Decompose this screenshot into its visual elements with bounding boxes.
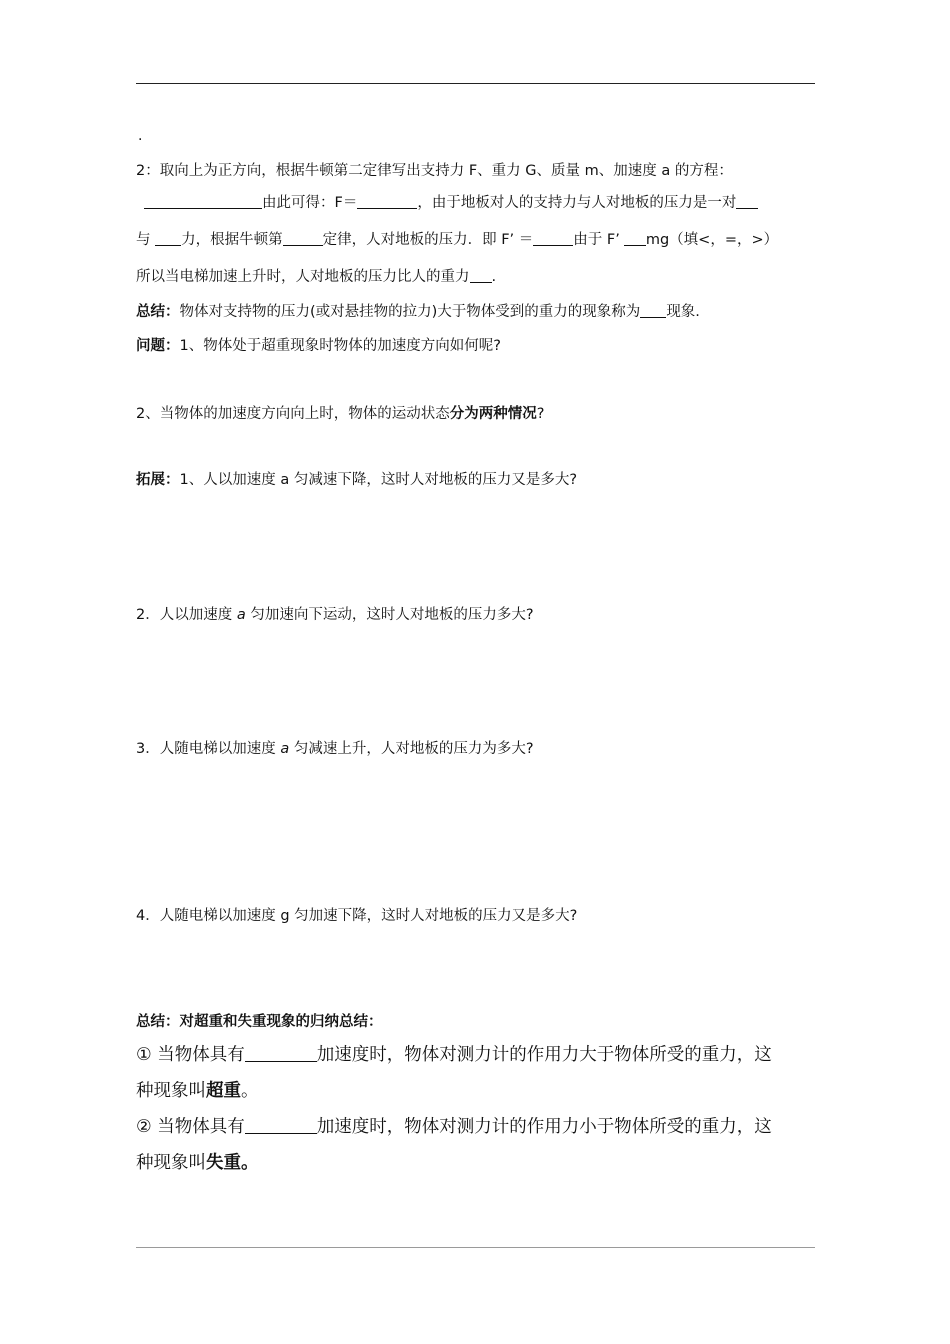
extension-3-var: a bbox=[280, 741, 290, 757]
answer-blank[interactable] bbox=[736, 194, 758, 209]
answer-blank[interactable] bbox=[470, 268, 492, 283]
extension-1 bbox=[136, 470, 577, 490]
question-2 bbox=[136, 404, 544, 424]
extension-3-text-b: 匀减速上升，人对地板的压力为多大? bbox=[289, 741, 534, 757]
q2-text-2a: 由此可得：F＝ bbox=[262, 195, 358, 211]
answer-blank[interactable] bbox=[155, 231, 181, 246]
q2-text-3b: 力，根据牛顿第 bbox=[181, 232, 283, 248]
answer-blank[interactable] bbox=[144, 194, 262, 209]
summary-2-p1-line-2 bbox=[136, 1079, 259, 1103]
summary-1-end: 现象. bbox=[666, 304, 700, 320]
q2-text-1: 2：取向上为正方向，根据牛顿第二定律写出支持力 F、重力 G、质量 m、加速度 a 的方程： bbox=[136, 163, 733, 179]
q2-text-2b: ，由于地板对人的支持力与人对地板的压力是一对 bbox=[417, 195, 737, 211]
q2-line-3 bbox=[136, 230, 778, 250]
summary-2-p1-bold: 超重 bbox=[206, 1081, 241, 1101]
answer-blank[interactable] bbox=[357, 194, 417, 209]
q2-text-4: 所以当电梯加速上升时，人对地板的压力比人的重力 bbox=[136, 269, 470, 285]
extension-1-text: 1、人以加速度 a 匀减速下降，这时人对地板的压力又是多大? bbox=[179, 472, 578, 488]
summary-2-p2-end: 。 bbox=[241, 1153, 259, 1173]
q2-text-4-end: . bbox=[491, 269, 497, 285]
summary-2-p2-a: ② 当物体具有 bbox=[136, 1117, 245, 1137]
summary-2-p2-b: 加速度时，物体对测力计的作用力小于物体所受的重力，这 bbox=[316, 1117, 772, 1137]
question-2-text-a: 2、当物体的加速度方向向上时，物体的运动状态 bbox=[136, 406, 450, 422]
q2-text-3a: 与 bbox=[136, 232, 156, 248]
summary-1-text: 物体对支持物的压力(或对悬挂物的拉力)大于物体受到的重力的现象称为 bbox=[179, 304, 641, 320]
summary-2-p1-line-1 bbox=[136, 1043, 772, 1067]
header-rule bbox=[136, 83, 815, 84]
extension-4-text: 4．人随电梯以加速度 g 匀加速下降，这时人对地板的压力又是多大? bbox=[136, 908, 578, 924]
question-label: 问题： bbox=[136, 338, 180, 354]
answer-blank[interactable] bbox=[245, 1117, 317, 1134]
extension-2 bbox=[136, 605, 534, 625]
summary-2-p1-c: 种现象叫 bbox=[136, 1081, 206, 1101]
answer-blank[interactable] bbox=[533, 231, 573, 246]
summary-2-title-text: 总结：对超重和失重现象的归纳总结： bbox=[136, 1014, 383, 1030]
question-1-text: 1、物体处于超重现象时物体的加速度方向如何呢? bbox=[179, 338, 501, 354]
summary-2-p2-line-1 bbox=[136, 1115, 772, 1139]
summary-1 bbox=[136, 302, 700, 322]
summary-2-p1-end: 。 bbox=[241, 1081, 259, 1101]
summary-2-p1-a: ① 当物体具有 bbox=[136, 1045, 245, 1065]
q2-text-3d: 由于 F’ bbox=[573, 232, 620, 248]
summary-2-p2-c: 种现象叫 bbox=[136, 1153, 206, 1173]
summary-2-title bbox=[136, 1012, 383, 1032]
answer-blank[interactable] bbox=[640, 303, 666, 318]
summary-1-label: 总结： bbox=[136, 304, 180, 320]
extension-2-var: a bbox=[236, 607, 246, 623]
q2-line-2 bbox=[136, 193, 758, 213]
lead-dot: . bbox=[138, 128, 143, 144]
question-1 bbox=[136, 336, 501, 356]
extension-3 bbox=[136, 739, 534, 759]
extension-4 bbox=[136, 906, 577, 926]
q2-text-3e: mg（填<，=，>） bbox=[645, 232, 779, 248]
question-2-bold: 分为两种情况 bbox=[449, 406, 537, 422]
q2-text-3c: 定律，人对地板的压力．即 F’ ＝ bbox=[322, 232, 534, 248]
summary-2-p2-line-2 bbox=[136, 1151, 259, 1175]
extension-2-text-a: 2．人以加速度 bbox=[136, 607, 237, 623]
q2-line-1 bbox=[136, 161, 733, 181]
summary-2-p2-bold: 失重 bbox=[206, 1153, 241, 1173]
summary-2-p1-b: 加速度时，物体对测力计的作用力大于物体所受的重力，这 bbox=[316, 1045, 772, 1065]
q2-line-4 bbox=[136, 267, 496, 287]
answer-blank[interactable] bbox=[283, 231, 323, 246]
extension-2-text-b: 匀加速向下运动，这时人对地板的压力多大? bbox=[245, 607, 534, 623]
footer-rule bbox=[136, 1247, 815, 1248]
answer-blank[interactable] bbox=[624, 231, 646, 246]
answer-blank[interactable] bbox=[245, 1045, 317, 1062]
extension-3-text-a: 3．人随电梯以加速度 bbox=[136, 741, 281, 757]
question-2-text-c: ? bbox=[536, 406, 545, 422]
extension-label: 拓展： bbox=[136, 472, 180, 488]
